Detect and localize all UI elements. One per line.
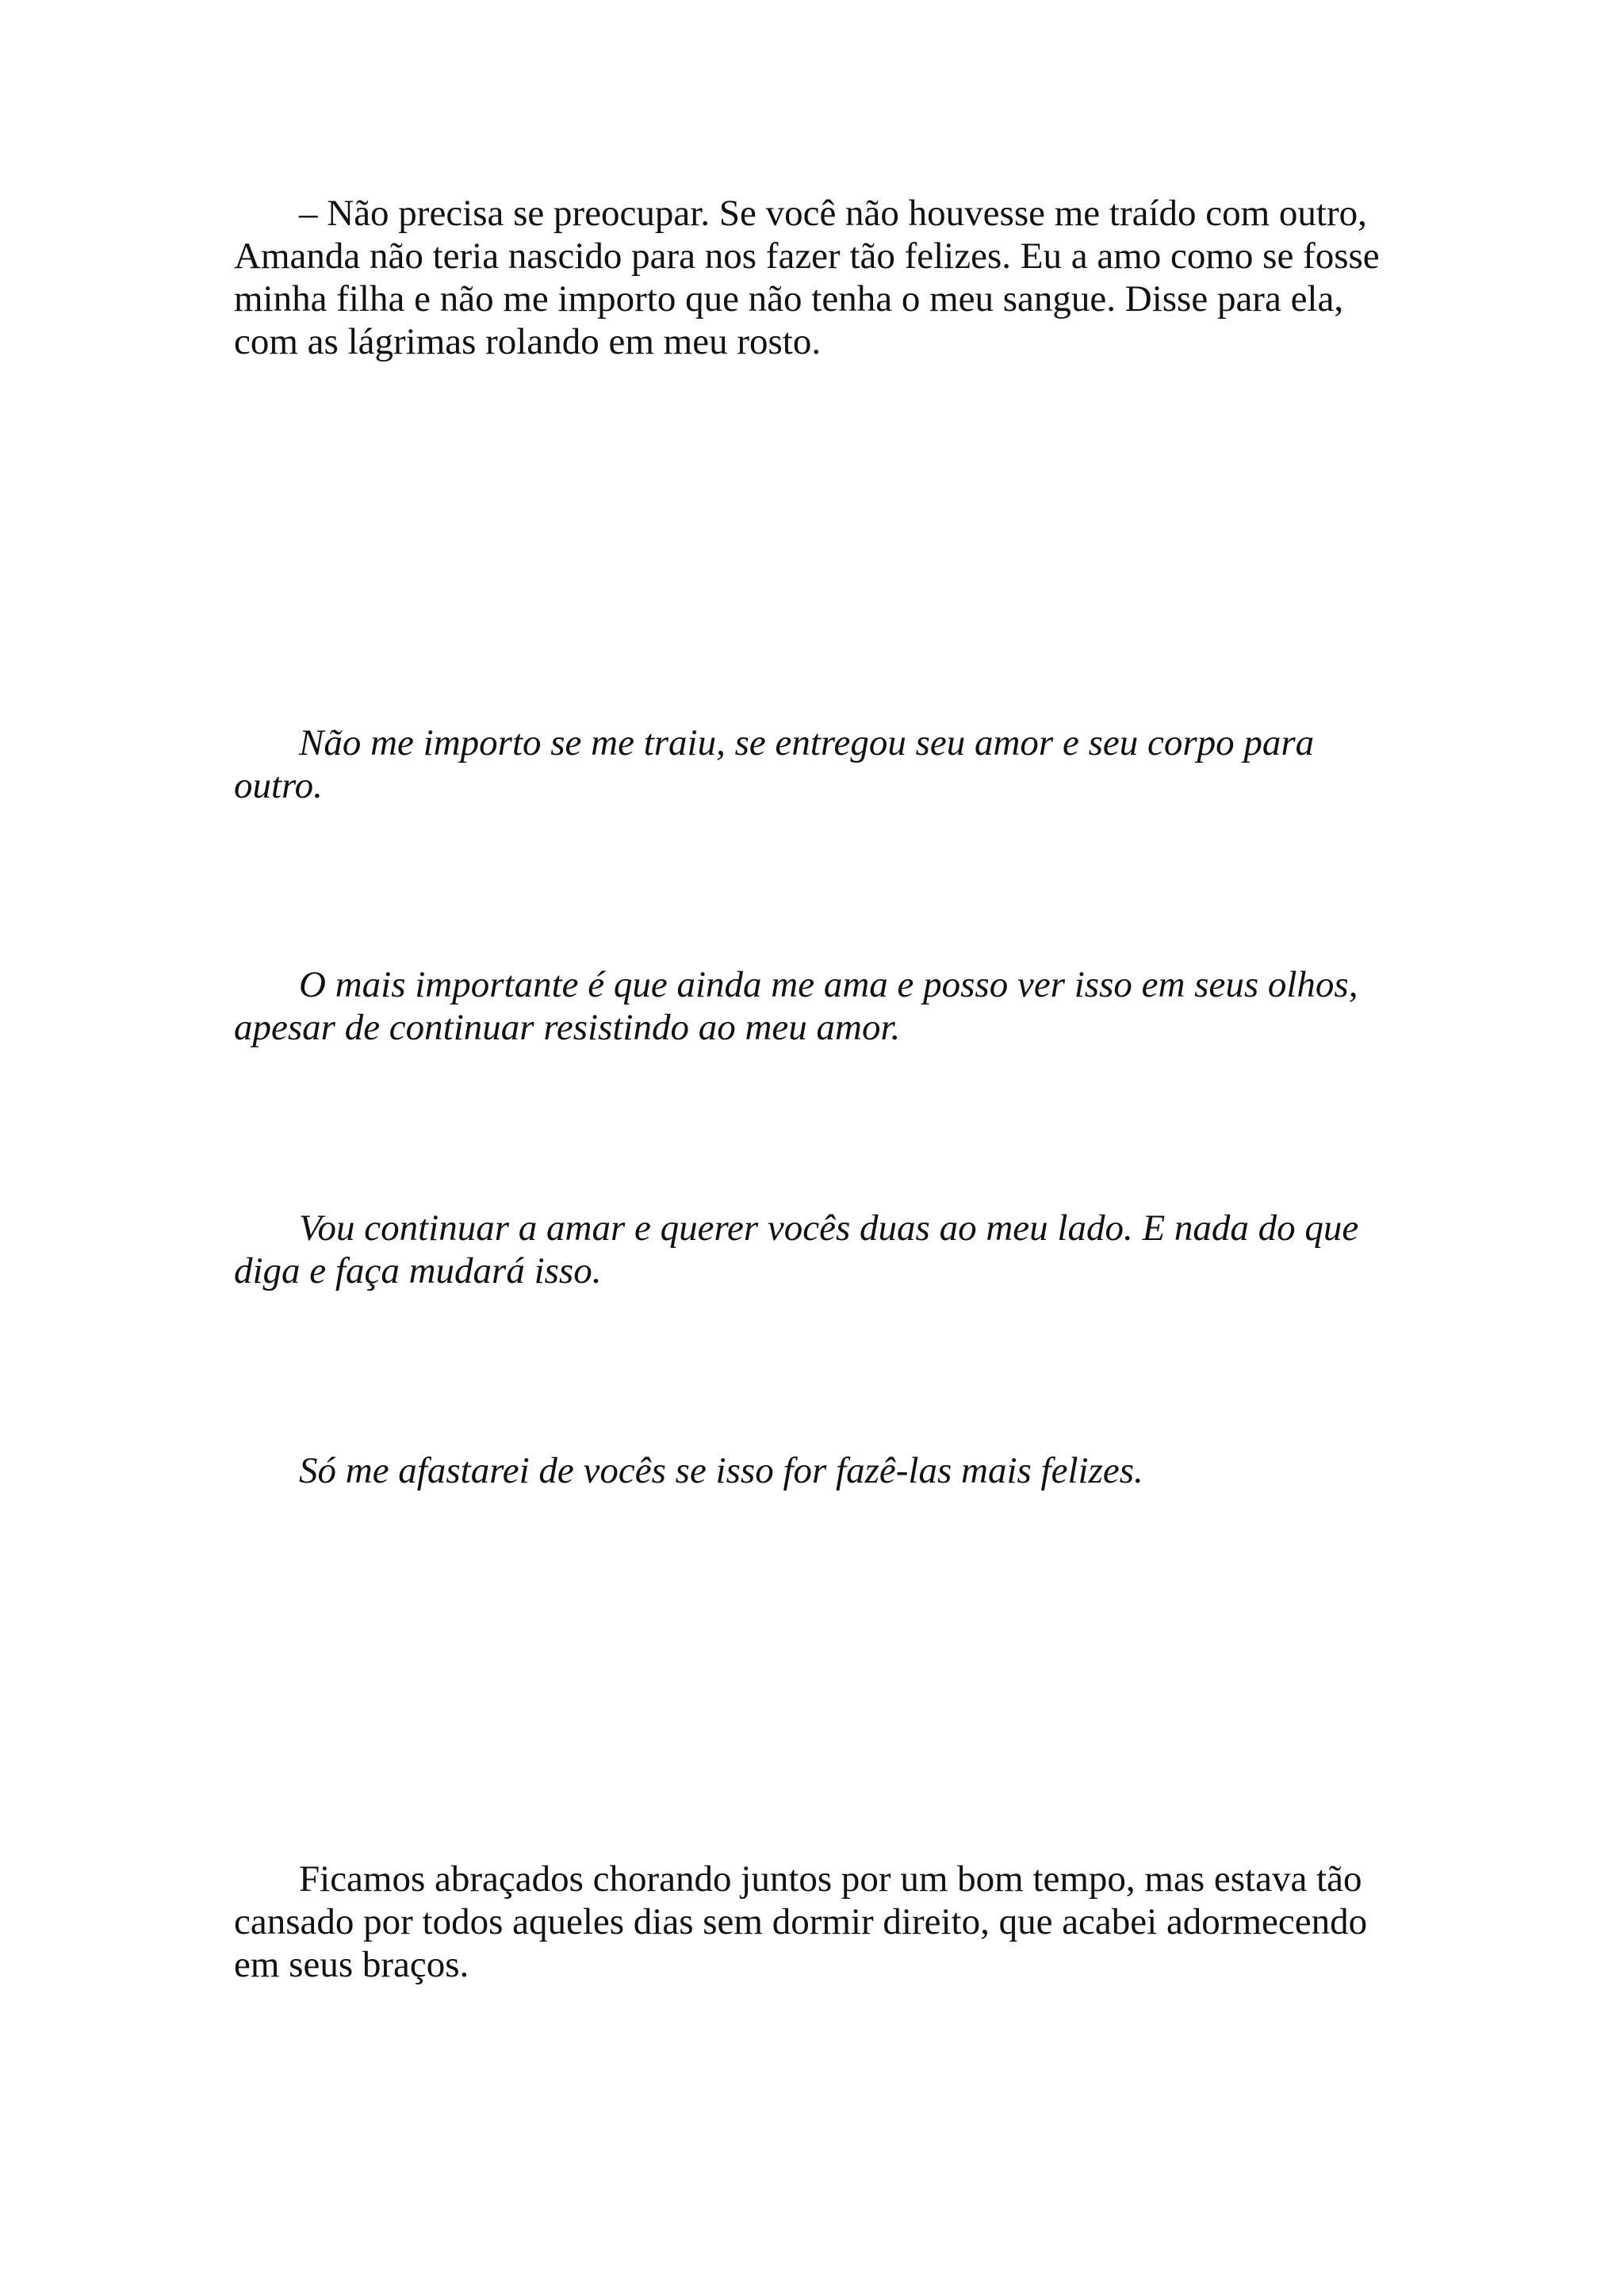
paragraph-thought-2: O mais importante é que ainda me ama e posso ver isso em seus olhos, apesar de continuar resistindo ao meu amor. [234,964,1358,1048]
paragraph-thought-4: Só me afastarei de vocês se isso for fazê-las mais felizes. [299,1450,1143,1491]
paragraph-thought-3: Vou continuar a amar e querer vocês duas ao meu lado. E nada do que diga e faça mudará isso. [234,1207,1359,1292]
paragraph-thought-1: Não me importo se me traiu, se entregou seu amor e seu corpo para outro. [234,722,1315,806]
paragraph-narration: Ficamos abraçados chorando juntos por um bom tempo, mas estava tão cansado por todos aqueles dias sem dormir direito, que acabei adormecendo em seus braços. [234,1858,1368,1985]
paragraph-dialogue: – Não precisa se preocupar. Se você não houvesse me traído com outro, Amanda não teria nascido para nos fazer tão felizes. Eu a amo como se fosse minha filha e não me importo que não tenha o meu sangue. Disse para ela, com as lágrimas rolando em meu rosto. [234,193,1380,362]
